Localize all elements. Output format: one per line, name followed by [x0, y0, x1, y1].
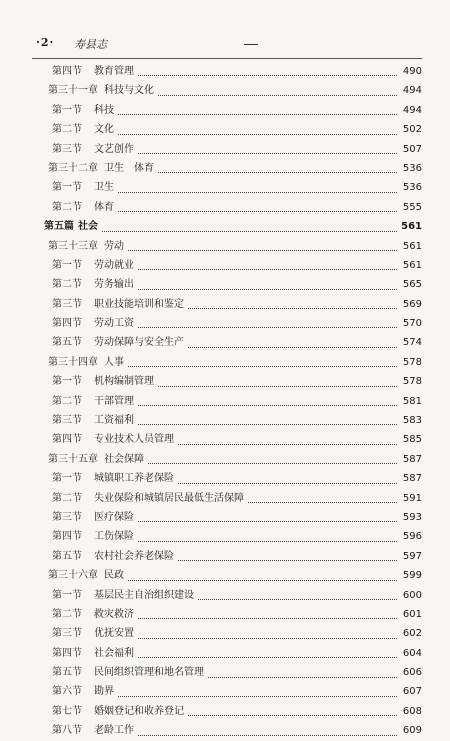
toc-entry-title: 救灾救济 — [94, 608, 134, 620]
toc-entry-number: 第二节 — [52, 279, 82, 291]
toc-entry-title: 老龄工作 — [94, 725, 134, 737]
toc-entry-title: 机构编制管理 — [94, 376, 154, 388]
toc-entry-title: 城镇职工养老保险 — [94, 473, 174, 485]
toc-entry-title: 文化 — [94, 124, 114, 136]
dot-leader — [138, 541, 397, 542]
toc-entry-section — [44, 275, 422, 294]
toc-entry-section — [44, 624, 422, 643]
toc-entry-section — [44, 411, 422, 430]
dot-leader — [138, 618, 397, 619]
toc-entry-chapter — [44, 566, 422, 585]
dot-leader — [178, 483, 397, 484]
toc-entry-number: 第三十六章 — [48, 570, 98, 582]
toc-entry-number: 第五篇 — [44, 221, 74, 233]
toc-entry-page: 569 — [402, 298, 422, 310]
dot-leader — [128, 580, 397, 581]
dot-leader — [148, 463, 397, 464]
dot-leader — [118, 114, 397, 115]
toc-entry-title: 民间组织管理和地名管理 — [94, 667, 204, 679]
running-header — [36, 36, 430, 54]
toc-entry-number: 第二节 — [52, 608, 82, 620]
toc-entry-number: 第一节 — [52, 259, 82, 271]
toc-entry-page: 578 — [402, 356, 422, 368]
toc-entry-section — [44, 547, 422, 566]
toc-entry-number: 第三十三章 — [48, 240, 98, 252]
dot-leader — [158, 172, 397, 173]
book-title: 寿县志 — [74, 38, 107, 51]
toc-entry-page: 574 — [402, 337, 422, 349]
toc-entry-part — [44, 217, 422, 236]
toc-entry-number: 第三节 — [52, 298, 82, 310]
toc-entry-section — [44, 256, 422, 275]
toc-entry-page: 591 — [402, 492, 422, 504]
toc-entry-page: 555 — [402, 201, 422, 213]
toc-entry-title: 工资福利 — [94, 415, 134, 427]
toc-entry-title: 基层民主自治组织建设 — [94, 589, 194, 601]
toc-entry-section — [44, 372, 422, 391]
dot-leader — [138, 657, 397, 658]
toc-entry-number: 第七节 — [52, 705, 82, 717]
toc-entry-number: 第五节 — [52, 667, 82, 679]
toc-entry-title: 失业保险和城镇居民最低生活保障 — [94, 492, 244, 504]
dot-leader — [138, 75, 397, 76]
dot-leader — [138, 735, 397, 736]
toc-entry-section — [44, 489, 422, 508]
toc-entry-title: 劳动工资 — [94, 318, 134, 330]
toc-entry-number: 第二节 — [52, 492, 82, 504]
toc-entry-number: 第三十二章 — [48, 162, 98, 174]
toc-entry-chapter — [44, 237, 422, 256]
toc-entry-section — [44, 62, 422, 81]
dot-leader — [178, 444, 397, 445]
dot-leader — [128, 366, 397, 367]
dot-leader — [128, 250, 397, 251]
toc-entry-number: 第三十一章 — [48, 85, 98, 97]
toc-entry-number: 第一节 — [52, 376, 82, 388]
toc-entry-page: 585 — [402, 434, 422, 446]
toc-entry-title: 卫生 体育 — [104, 162, 154, 174]
dot-leader — [138, 153, 397, 154]
toc-entry-number: 第三节 — [52, 511, 82, 523]
toc-entry-page: 587 — [402, 453, 422, 465]
toc-entry-title: 干部管理 — [94, 395, 134, 407]
dot-leader — [208, 677, 397, 678]
toc-entry-number: 第三节 — [52, 415, 82, 427]
toc-entry-page: 494 — [402, 85, 422, 97]
toc-entry-section — [44, 392, 422, 411]
toc-entry-section — [44, 683, 422, 702]
toc-entry-page: 608 — [402, 705, 422, 717]
toc-entry-page: 490 — [402, 65, 422, 77]
toc-entry-title: 科技与文化 — [104, 85, 154, 97]
toc-entry-page: 587 — [402, 473, 422, 485]
toc-entry-section — [44, 314, 422, 333]
toc-entry-page: 494 — [402, 104, 422, 116]
toc-entry-page: 609 — [402, 725, 422, 737]
toc-entry-number: 第一节 — [52, 182, 82, 194]
toc-entry-number: 第二节 — [52, 201, 82, 213]
dot-leader — [102, 231, 397, 232]
dot-leader — [158, 386, 397, 387]
toc-entry-page: 596 — [402, 531, 422, 543]
toc-entry-title: 科技 — [94, 104, 114, 116]
toc-entry-title: 职业技能培训和鉴定 — [94, 298, 184, 310]
toc-entry-page: 565 — [402, 279, 422, 291]
toc-entry-title: 教育管理 — [94, 65, 134, 77]
toc-entry-title: 婚姻登记和收养登记 — [94, 705, 184, 717]
toc-entry-title: 勘界 — [94, 686, 114, 698]
toc-entry-number: 第一节 — [52, 473, 82, 485]
toc-entry-title: 民政 — [104, 570, 124, 582]
toc-entry-section — [44, 430, 422, 449]
toc-entry-title: 社会 — [78, 221, 98, 233]
toc-entry-page: 604 — [402, 647, 422, 659]
toc-entry-section — [44, 663, 422, 682]
dot-leader — [138, 327, 397, 328]
toc-entry-number: 第五节 — [52, 550, 82, 562]
toc-entry-page: 507 — [402, 143, 422, 155]
toc-entry-page: 597 — [402, 550, 422, 562]
toc-entry-number: 第三十四章 — [48, 356, 98, 368]
toc-entry-page: 600 — [402, 589, 422, 601]
toc-entry-number: 第八节 — [52, 725, 82, 737]
dot-leader — [118, 192, 397, 193]
toc-entry-section — [44, 644, 422, 663]
dot-leader — [188, 715, 397, 716]
dot-leader — [118, 134, 397, 135]
toc-entry-section — [44, 101, 422, 120]
toc-entry-title: 优抚安置 — [94, 628, 134, 640]
dot-leader — [118, 211, 397, 212]
dot-leader — [138, 424, 397, 425]
toc-entry-section — [44, 198, 422, 217]
dot-leader — [138, 521, 397, 522]
toc-entry-section — [44, 527, 422, 546]
toc-entry-page: 606 — [402, 667, 422, 679]
dot-leader — [158, 95, 397, 96]
toc-entry-page: 599 — [402, 570, 422, 582]
dot-leader — [138, 269, 397, 270]
toc-entry-title: 工伤保险 — [94, 531, 134, 543]
dot-leader — [138, 638, 397, 639]
toc-entry-number: 第二节 — [52, 124, 82, 136]
dot-leader — [248, 502, 397, 503]
toc-entry-number: 第三节 — [52, 628, 82, 640]
dot-leader — [138, 289, 397, 290]
toc-entry-section — [44, 333, 422, 352]
toc-entry-number: 第四节 — [52, 65, 82, 77]
toc-entry-title: 劳务输出 — [94, 279, 134, 291]
header-rule — [32, 58, 422, 59]
toc-entry-page: 536 — [402, 162, 422, 174]
toc-entry-page: 602 — [402, 628, 422, 640]
toc-entry-title: 医疗保险 — [94, 511, 134, 523]
toc-entry-chapter — [44, 353, 422, 372]
toc-entry-page: 578 — [402, 376, 422, 388]
toc-entry-number: 第一节 — [52, 589, 82, 601]
toc-entry-page: 502 — [402, 124, 422, 136]
toc-entry-page: 561 — [402, 259, 422, 271]
toc-entry-page: 601 — [402, 608, 422, 620]
toc-entry-number: 第二节 — [52, 395, 82, 407]
toc-entry-section — [44, 295, 422, 314]
toc-entry-title: 体育 — [94, 201, 114, 213]
dot-leader — [138, 405, 397, 406]
toc-entry-title: 农村社会养老保险 — [94, 550, 174, 562]
toc-entry-section — [44, 508, 422, 527]
toc-entry-number: 第一节 — [52, 104, 82, 116]
toc-entry-chapter — [44, 81, 422, 100]
dot-leader — [118, 696, 397, 697]
toc-entry-number: 第五节 — [52, 337, 82, 349]
toc-entry-number: 第四节 — [52, 531, 82, 543]
toc-entry-number: 第四节 — [52, 318, 82, 330]
toc-entry-number: 第三节 — [52, 143, 82, 155]
dot-leader — [198, 599, 397, 600]
toc-entry-number: 第四节 — [52, 647, 82, 659]
toc-entry-section — [44, 605, 422, 624]
toc-entry-title: 社会福利 — [94, 647, 134, 659]
toc-entry-title: 社会保障 — [104, 453, 144, 465]
toc-entry-page: 583 — [402, 415, 422, 427]
toc-entry-page: 536 — [402, 182, 422, 194]
toc-entry-page: 593 — [402, 511, 422, 523]
toc-entry-number: 第六节 — [52, 686, 82, 698]
toc-entry-title: 专业技术人员管理 — [94, 434, 174, 446]
toc-entry-page: 570 — [402, 318, 422, 330]
toc-entry-title: 劳动就业 — [94, 259, 134, 271]
toc-entry-section — [44, 140, 422, 159]
page-number-label: ·2· — [36, 36, 55, 49]
toc-entry-title: 卫生 — [94, 182, 114, 194]
toc-entry-section — [44, 702, 422, 721]
dot-leader — [188, 308, 397, 309]
toc-entry-chapter — [44, 159, 422, 178]
toc-entry-title: 劳动 — [104, 240, 124, 252]
toc-entry-section — [44, 178, 422, 197]
toc-entry-section — [44, 586, 422, 605]
toc-entry-title: 人事 — [104, 356, 124, 368]
toc-entry-section — [44, 469, 422, 488]
dot-leader — [178, 560, 397, 561]
toc-entry-title: 文艺创作 — [94, 143, 134, 155]
dot-leader — [188, 347, 397, 348]
toc-entry-section — [44, 120, 422, 139]
toc-entry-number: 第四节 — [52, 434, 82, 446]
toc-entry-number: 第三十五章 — [48, 453, 98, 465]
toc-entry-chapter — [44, 450, 422, 469]
toc-entry-title: 劳动保障与安全生产 — [94, 337, 184, 349]
toc-entry-page: 581 — [402, 395, 422, 407]
toc-entry-section — [44, 721, 422, 740]
toc-entry-page: 607 — [402, 686, 422, 698]
toc-entry-page: 561 — [401, 221, 422, 233]
header-mark — [244, 44, 258, 47]
table-of-contents — [44, 62, 422, 741]
toc-entry-page: 561 — [402, 240, 422, 252]
